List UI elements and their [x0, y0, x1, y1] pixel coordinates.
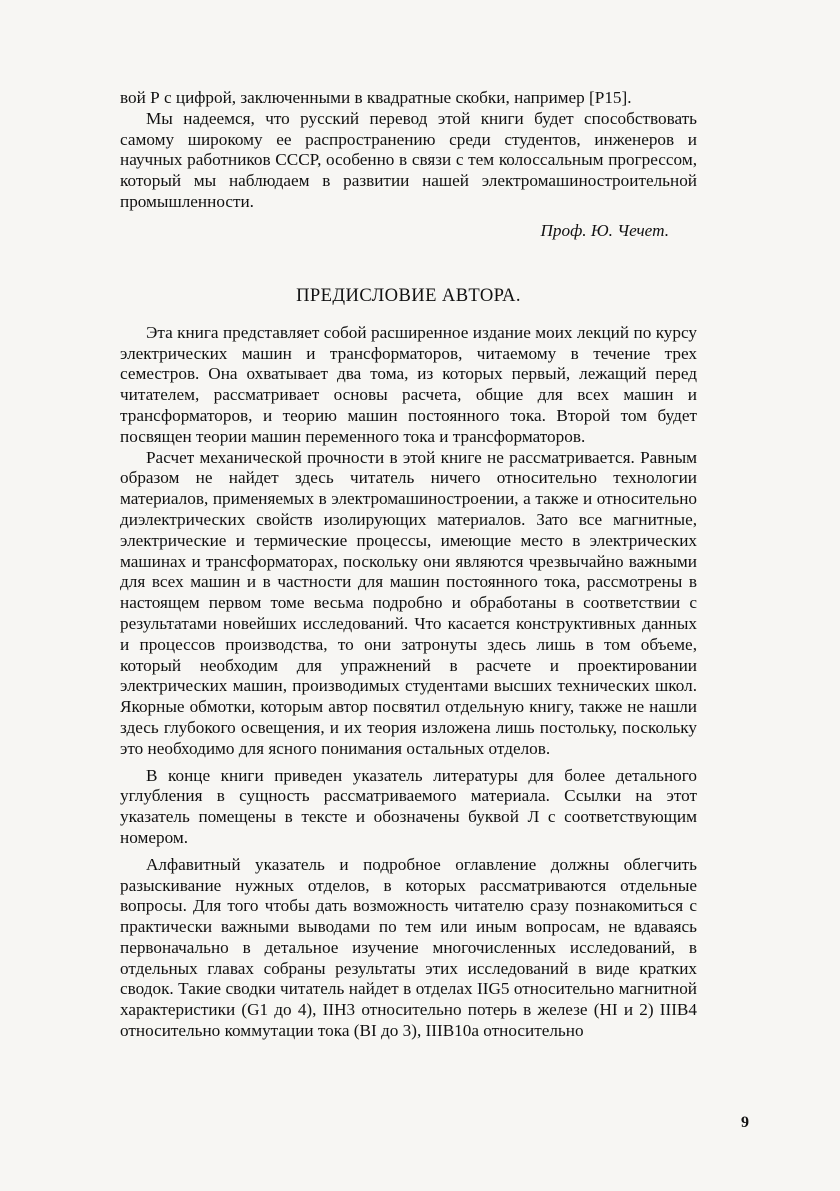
intro-paragraph: Мы надеемся, что русский перевод этой книги будет способствовать самому широкому ее распространению среди студентов, инженеров и научных работников СССР, особенно в связи с тем колоссальным прогрессом, который мы наблюдаем в развитии нашей электромашиностроительной промышленности. — [120, 108, 697, 211]
preface-paragraph-1: Эта книга представляет собой расширенное издание моих лекций по курсу электрических машин и трансформаторов, читаемому в течение трех семестров. Она охватывает два тома, из которых первый, лежащий перед читателем, рассматривает основы расчета, общие для всех машин и трансформаторов, и теорию машин постоянного тока. Второй том будет посвящен теории машин переменного тока и трансформаторов. — [120, 322, 697, 446]
preface-paragraph-3: В конце книги приведен указатель литературы для более детального углубления в сущность рассматриваемого материала. Ссылки на этот указатель помещены в тексте и обозначены буквой Л с соответствующим номером. — [120, 765, 697, 847]
signature: Проф. Ю. Чечет. — [540, 220, 669, 240]
preface-paragraph-4: Алфавитный указатель и подробное оглавление должны облегчить разыскивание нужных отделов, в которых рассматриваются отдельные вопросы. Для того чтобы дать возможность читателю сразу познакомиться с практически важными выводами по тем или иным вопросам, не вдаваясь первоначально в детальное изучение многочисленных исследований, в отдельных главах собраны результаты этих исследований в виде кратких сводок. Такие сводки читатель найдет в отделах IIG5 относительно магнитной характеристики (G1 до 4), IIH3 относительно потерь в железе (HI и 2) IIIB4 относительно коммутации тока (BI до 3), IIIB10a относительно — [120, 854, 697, 1041]
section-heading: ПРЕДИСЛОВИЕ АВТОРА. — [296, 284, 521, 306]
preface-paragraph-2: Расчет механической прочности в этой книге не рассматривается. Равным образом не найдет здесь читатель ничего относительно технологии материалов, применяемых в электромашиностроении, а также и относительно диэлектрических свойств изолирующих материалов. Зато все магнитные, электрические и термические процессы, имеющие место в электрических машинах и трансформаторах, поскольку они являются чрезвычайно важными для всех машин и в частности для машин постоянного тока, рассмотрены в настоящем первом томе весьма подробно и обработаны в соответствии с результатами новейших исследований. Что касается конструктивных данных и процессов производства, то они затронуты здесь лишь в том объеме, который необходим для упражнений в расчете и проектировании электрических машин, производимых студентами высших технических школ. Якорные обмотки, которым автор посвятил отдельную книгу, также не нашли здесь глубокого освещения, и их теория изложена лишь постольку, поскольку это необходимо для ясного понимания остальных отделов. — [120, 447, 697, 758]
intro-paragraph-continuation: вой Р с цифрой, заключенными в квадратные скобки, например [Р15]. — [120, 88, 632, 107]
page-text-block — [120, 88, 697, 1042]
page-number: 9 — [741, 1114, 749, 1131]
preface-body — [120, 323, 697, 1042]
